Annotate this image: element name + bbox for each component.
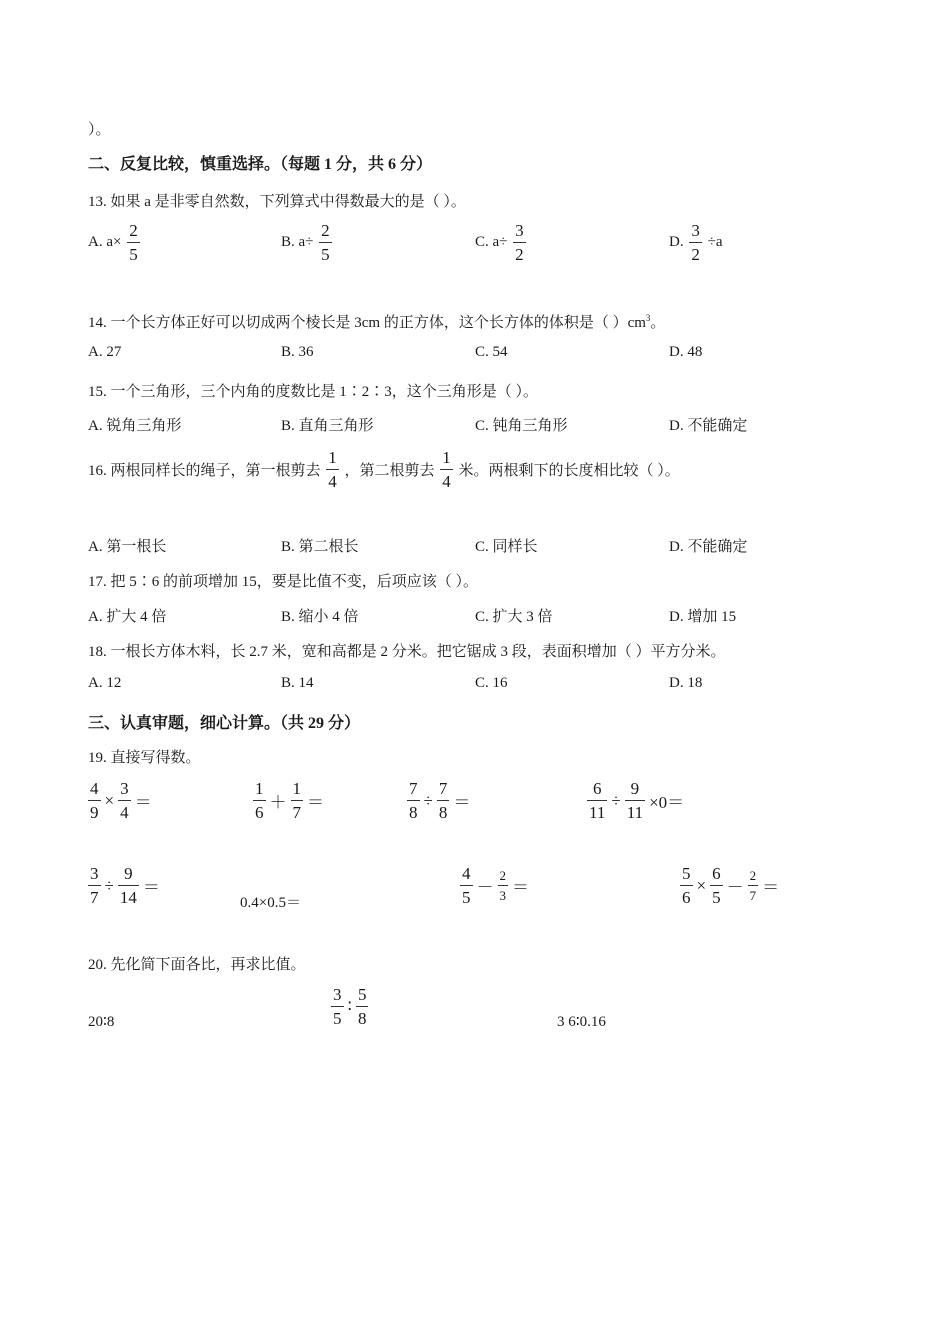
fraction: $\frac{2}{5}$ — [129, 221, 138, 264]
q16-option-a[interactable]: A. 第一根长 — [88, 539, 167, 555]
q20-ratio-3: 3 6∶0.16 — [557, 1014, 606, 1030]
q17-option-d[interactable]: D. 增加 15 — [669, 609, 737, 625]
q13-option-a[interactable]: A. a× $\frac{2}{5}$ — [88, 221, 138, 264]
q19-expression-6: 0.4×0.5＝ — [240, 895, 301, 911]
fraction: $\frac{2}{5}$ — [321, 221, 330, 264]
q14-option-c[interactable]: C. 54 — [475, 344, 508, 360]
q17-option-a[interactable]: A. 扩大 4 倍 — [88, 609, 167, 625]
q14-stem: 14. 一个长方体正好可以切成两个棱长是 3cm 的正方体，这个长方体的体积是（ ）$cm^3$。 — [88, 313, 666, 331]
q17-option-c[interactable]: C. 扩大 3 倍 — [475, 609, 553, 625]
q13-stem: 13. 如果 a 是非零自然数，下列算式中得数最大的是（ ）。 — [88, 194, 466, 210]
q14-option-d[interactable]: D. 48 — [669, 344, 703, 360]
section2-title: 二、反复比较，慎重选择。（每题 1 分，共 6 分） — [88, 156, 433, 173]
fraction: $\frac{1}{4}$ — [442, 448, 451, 491]
q18-stem: 18. 一根长方体木料，长 2.7 米，宽和高都是 2 分米。把它锯成 3 段，表面积增加（ ）平方分米。 — [88, 644, 726, 660]
q19-expression-3: $\frac{7}{8}$ ÷ $\frac{7}{8}$ ＝ — [409, 779, 471, 822]
q16-option-c[interactable]: C. 同样长 — [475, 539, 538, 555]
q15-option-a[interactable]: A. 锐角三角形 — [88, 418, 182, 434]
q18-option-b[interactable]: B. 14 — [281, 675, 314, 691]
section3-title: 三、认真审题，细心计算。（共 29 分） — [88, 715, 361, 732]
q15-option-b[interactable]: B. 直角三角形 — [281, 418, 374, 434]
q13-option-c[interactable]: C. a÷ $\frac{3}{2}$ — [475, 221, 524, 264]
q20-stem: 20. 先化简下面各比，再求比值。 — [88, 957, 306, 973]
q18-option-a[interactable]: A. 12 — [88, 675, 122, 691]
q19-expression-4: $\frac{6}{11}$ ÷ $\frac{9}{11}$ ×0＝ — [589, 779, 685, 822]
prev-question-fragment: ）。 — [88, 122, 111, 138]
fraction: $\frac{3}{2}$ — [515, 221, 524, 264]
fraction: $\frac{1}{4}$ — [328, 448, 337, 491]
q20-ratio-1: 20∶8 — [88, 1014, 115, 1030]
q13-option-b[interactable]: B. a÷ $\frac{2}{5}$ — [281, 221, 330, 264]
q13-option-d[interactable]: D. $\frac{3}{2}$ ÷a — [669, 221, 723, 264]
q17-stem: 17. 把 5∶6 的前项增加 15，要是比值不变，后项应该（ ）。 — [88, 574, 479, 590]
fraction: $\frac{3}{2}$ — [691, 221, 700, 264]
q15-stem: 15. 一个三角形，三个内角的度数比是 1∶2∶3，这个三角形是（ ）。 — [88, 384, 539, 400]
q18-option-c[interactable]: C. 16 — [475, 675, 508, 691]
q16-option-b[interactable]: B. 第二根长 — [281, 539, 359, 555]
q15-option-d[interactable]: D. 不能确定 — [669, 418, 748, 434]
q16-stem: 16. 两根同样长的绳子，第一根剪去 $\frac{1}{4}$ ，第二根剪去 $\frac{1}{4}$ 米。两根剩下的长度相比较（ ）。 — [88, 448, 680, 491]
q17-option-b[interactable]: B. 缩小 4 倍 — [281, 609, 359, 625]
q19-stem: 19. 直接写得数。 — [88, 750, 201, 766]
q15-option-c[interactable]: C. 钝角三角形 — [475, 418, 568, 434]
q19-expression-5: $\frac{3}{7}$ ÷ $\frac{9}{14}$ ＝ — [90, 864, 160, 907]
q19-expression-8: $\frac{5}{6}$ × $\frac{6}{5}$ － $\frac{2}{7}$ ＝ — [682, 864, 780, 907]
q14-option-a[interactable]: A. 27 — [88, 344, 122, 360]
q14-option-b[interactable]: B. 36 — [281, 344, 314, 360]
q18-option-d[interactable]: D. 18 — [669, 675, 703, 691]
q19-expression-1: $\frac{4}{9}$ × $\frac{3}{4}$ ＝ — [90, 779, 152, 822]
q16-option-d[interactable]: D. 不能确定 — [669, 539, 748, 555]
q19-expression-7: $\frac{4}{5}$ － $\frac{2}{3}$ ＝ — [462, 864, 529, 907]
q20-ratio-2: $\frac{3}{5}$ ∶ $\frac{5}{8}$ — [333, 985, 367, 1028]
q19-expression-2: $\frac{1}{6}$ ＋ $\frac{1}{7}$ ＝ — [255, 779, 324, 822]
